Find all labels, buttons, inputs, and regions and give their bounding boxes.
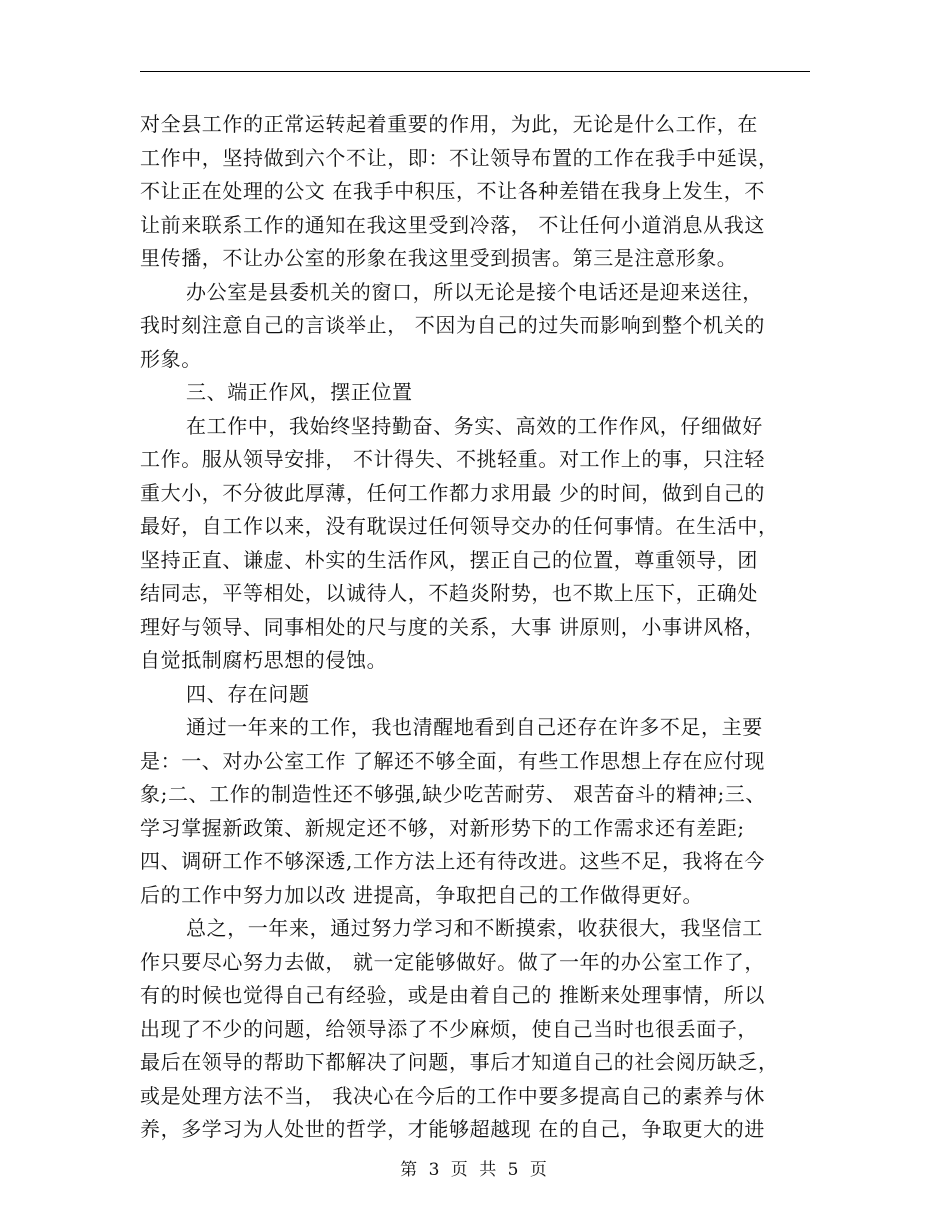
- text-line: 让前来联系工作的通知在我这里受到冷落， 不让任何小道消息从我这: [140, 212, 765, 237]
- text-line: 办公室是县委机关的窗口，所以无论是接个电话还是迎来送往，: [186, 279, 763, 304]
- text-line: 结同志，平等相处，以诚待人，不趋炎附势，也不欺上压下，正确处: [140, 581, 758, 605]
- text-line: 在工作中，我始终坚持勤奋、务实、高效的工作作风，仔细做好: [186, 413, 763, 438]
- header-rule: [140, 71, 810, 72]
- text-line: 后的工作中努力加以改 进提高，争取把自己的工作做得更好。: [140, 882, 704, 907]
- document-body: [140, 108, 812, 1147]
- text-line: 重大小，不分彼此厚薄，任何工作都力求用最 少的时间，做到自己的: [140, 480, 765, 505]
- text-line: 象;二、工作的制造性还不够强,缺少吃苦耐劳、 艰苦奋斗的精神;三、: [140, 782, 766, 806]
- text-line: 三、端正作风，摆正位置: [186, 380, 413, 404]
- text-line: 工作。服从领导安排， 不计得失、不挑轻重。对工作上的事，只注轻: [140, 447, 765, 471]
- text-line: 最好，自工作以来，没有耽误过任何领导交办的任何事情。在生活中，: [140, 514, 779, 538]
- text-line: 是：一、对办公室工作 了解还不够全面，有些工作思想上存在应付现: [140, 748, 765, 773]
- page-number-footer: 第 3 页 共 5 页: [400, 1160, 550, 1180]
- text-line: 里传播，不让办公室的形象在我这里受到损害。第三是注意形象。: [140, 246, 738, 270]
- text-line: 四、存在问题: [186, 681, 310, 706]
- text-line: 学习掌握新政策、新规定还不够，对新形势下的工作需求还有差距;: [140, 815, 745, 840]
- text-line: 工作中，坚持做到六个不让，即：不让领导布置的工作在我手中延误，: [140, 145, 779, 170]
- text-line: 四、调研工作不够深透,工作方法上还有待改进。这些不足，我将在今: [140, 849, 765, 873]
- text-line: 理好与领导、同事相处的尺与度的关系，大事 讲原则，小事讲风格，: [140, 614, 765, 639]
- text-line: 自觉抵制腐朽思想的侵蚀。: [140, 648, 388, 672]
- text-line: 作只要尽心努力去做， 就一定能够做好。做了一年的办公室工作了，: [140, 949, 765, 974]
- text-line: 对全县工作的正常运转起着重要的作用，为此，无论是什么工作，在: [140, 112, 758, 136]
- text-line: 坚持正直、谦虚、朴实的生活作风，摆正自己的位置，尊重领导，团: [140, 547, 758, 572]
- text-line: 或是处理方法不当， 我决心在今后的工作中要多提高自己的素养与休: [140, 1083, 765, 1108]
- text-line: 通过一年来的工作，我也清醒地看到自己还存在许多不足，主要: [186, 715, 763, 739]
- text-line: 总之，一年来，通过努力学习和不断摸索，收获很大，我坚信工: [186, 916, 763, 940]
- text-line: 我时刻注意自己的言谈举止， 不因为自己的过失而影响到整个机关的: [140, 313, 765, 337]
- text-line: 养，多学习为人处世的哲学，才能够超越现 在的自己，争取更大的进: [140, 1117, 765, 1141]
- text-line: 最后在领导的帮助下都解决了问题，事后才知道自己的社会阅历缺乏，: [140, 1050, 779, 1074]
- text-line: 有的时候也觉得自己有经验，或是由着自己的 推断来处理事情，所以: [140, 983, 765, 1007]
- text-line: 出现了不少的问题，给领导添了不少麻烦，使自己当时也很丢面子，: [140, 1016, 758, 1041]
- text-line: 不让正在处理的公文 在我手中积压，不让各种差错在我身上发生，不: [140, 179, 765, 203]
- text-line: 形象。: [140, 346, 202, 371]
